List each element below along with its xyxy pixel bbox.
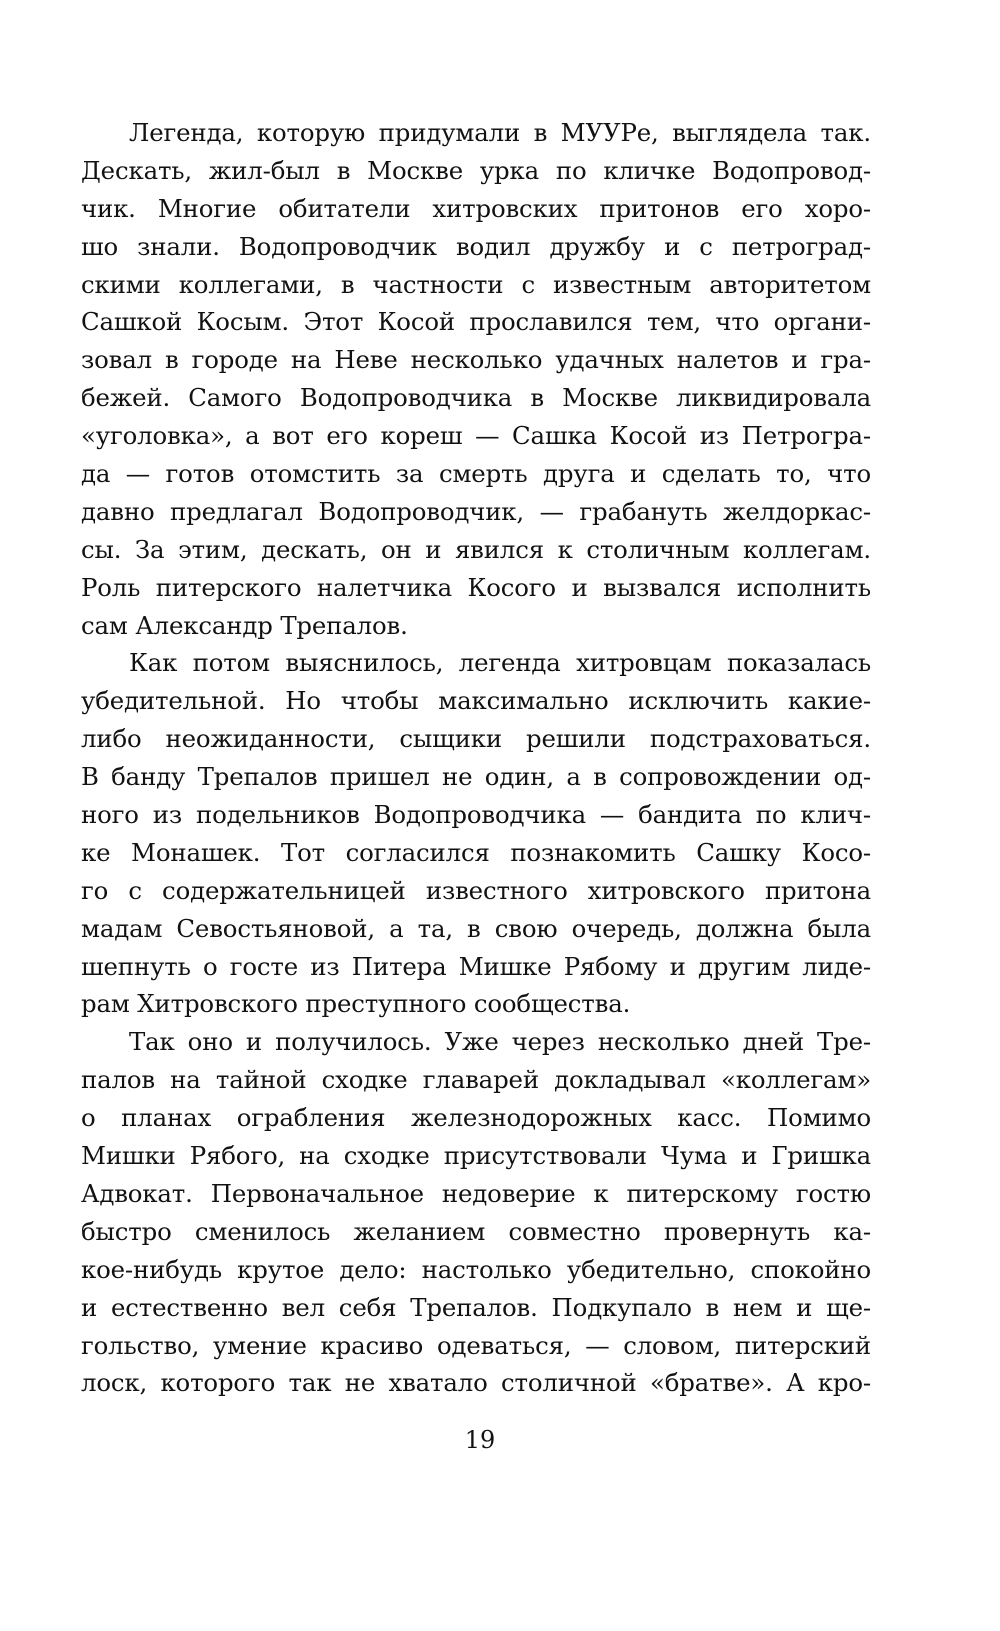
text-line: либо неожиданности, сыщики решили подстраховаться.: [81, 724, 871, 754]
body-text: [81, 114, 871, 1402]
text-line: Сашкой Косым. Этот Косой прославился тем, что органи-: [81, 307, 871, 337]
text-line: бежей. Самого Водопроводчика в Москве ликвидировала: [81, 383, 871, 413]
text-line: Дескать, жил-был в Москве урка по кличке Водопровод-: [81, 155, 871, 185]
text-line: да — готов отомстить за смерть друга и сделать то, что: [81, 459, 871, 489]
text-line: рам Хитровского преступного сообщества.: [81, 989, 631, 1019]
text-line: го с содержательницей известного хитровского притона: [81, 875, 871, 905]
text-line: палов на тайной сходке главарей докладывал «коллегам»: [81, 1065, 871, 1095]
text-line: скими коллегами, в частности с известным авторитетом: [81, 269, 871, 299]
text-line: Легенда, которую придумали в МУУРе, выглядела так.: [129, 118, 871, 147]
text-line: чик. Многие обитатели хитровских притонов его хоро-: [81, 193, 871, 223]
text-line: зовал в городе на Неве несколько удачных налетов и гра-: [81, 345, 871, 375]
text-line: кое-нибудь крутое дело: настолько убедительно, спокойно: [81, 1254, 871, 1284]
text-line: ного из подельников Водопроводчика — бандита по клич-: [81, 800, 871, 830]
text-line: гольство, умение красиво одеваться, — словом, питерский: [81, 1330, 871, 1360]
paragraph: [81, 644, 871, 1023]
text-line: ке Монашек. Тот согласился познакомить Сашку Косо-: [81, 837, 871, 867]
text-line: сы. За этим, дескать, он и явился к столичным коллегам.: [81, 534, 871, 564]
text-line: мадам Севостьяновой, а та, в свою очередь, должна была: [81, 913, 871, 943]
text-line: лоск, которого так не хватало столичной «братве». А кро-: [81, 1368, 871, 1398]
text-line: В банду Трепалов пришел не один, а в сопровождении од-: [81, 762, 871, 792]
text-line: Мишки Рябого, на сходке присутствовали Чума и Гришка: [81, 1141, 871, 1171]
text-line: «уголовка», а вот его кореш — Сашка Косой из Петрогра-: [81, 421, 871, 451]
text-line: шо знали. Водопроводчик водил дружбу и с петроград-: [81, 231, 871, 261]
page-number: 19: [464, 1426, 496, 1454]
paragraph: [81, 114, 871, 644]
text-line: шепнуть о госте из Питера Мишке Рябому и другим лиде-: [81, 951, 871, 981]
text-line: Так оно и получилось. Уже через несколько дней Тре-: [129, 1027, 871, 1057]
text-line: давно предлагал Водопроводчик, — грабануть желдоркас-: [81, 496, 871, 526]
text-line: быстро сменилось желанием совместно провернуть ка-: [81, 1216, 871, 1246]
text-line: убедительной. Но чтобы максимально исключить какие-: [81, 686, 871, 716]
text-line: Роль питерского налетчика Косого и вызвался исполнить: [81, 572, 871, 602]
text-line: Адвокат. Первоначальное недоверие к питерскому гостю: [81, 1178, 871, 1208]
text-line: о планах ограбления железнодорожных касс. Помимо: [81, 1103, 871, 1133]
text-line: сам Александр Трепалов.: [81, 610, 408, 640]
paragraph: [81, 1023, 871, 1402]
text-line: и естественно вел себя Трепалов. Подкупало в нем и ще-: [81, 1292, 871, 1322]
text-line: Как потом выяснилось, легенда хитровцам показалась: [129, 648, 871, 678]
